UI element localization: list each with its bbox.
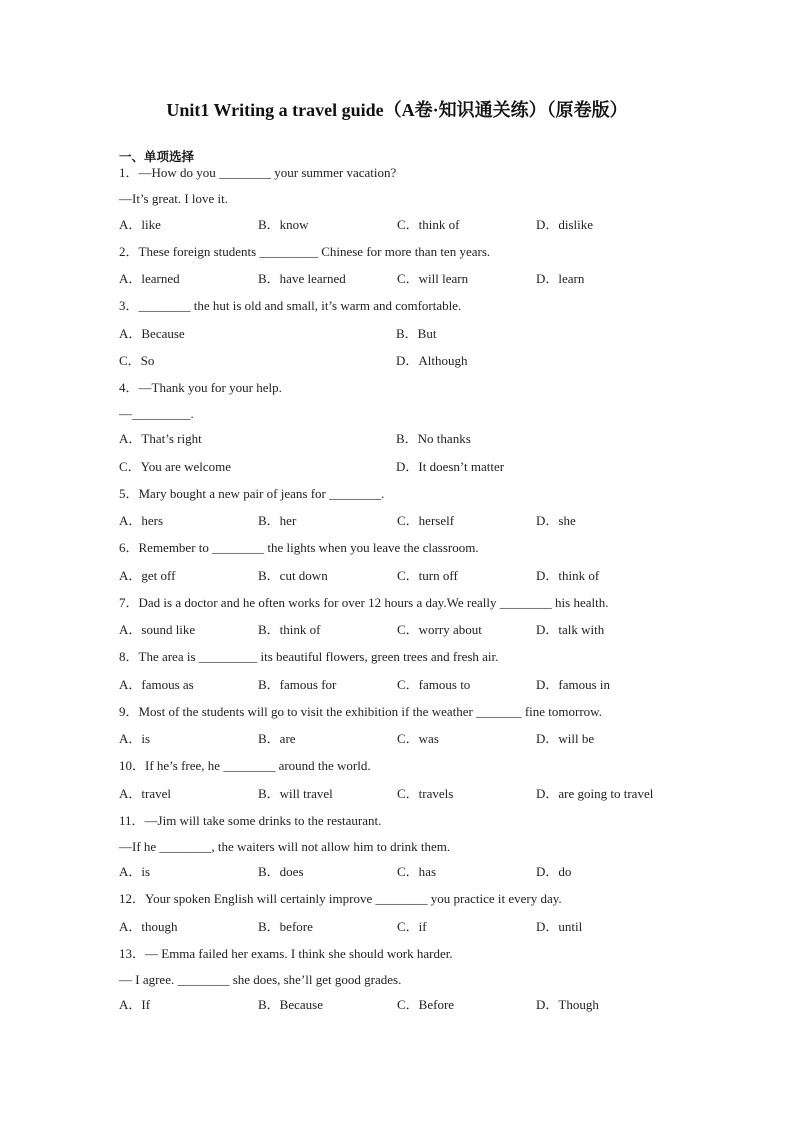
answer-option: D．will be <box>536 731 595 746</box>
question-text: 11．—Jim will take some drinks to the restaurant. <box>119 813 382 828</box>
question-text: 3．________ the hut is old and small, it’s warm and comfortable. <box>119 298 462 313</box>
answer-option: B．are <box>258 731 296 746</box>
question-text: 13．— Emma failed her exams. I think she should work harder. <box>119 946 453 961</box>
answer-option: D．are going to travel <box>536 786 654 801</box>
answer-option: B．her <box>258 513 297 528</box>
answer-option: D．think of <box>536 568 600 583</box>
answer-option: A．That’s right <box>119 431 202 446</box>
answer-option: C．worry about <box>397 622 482 637</box>
answer-option: D．do <box>536 864 572 879</box>
answer-option: B．does <box>258 864 304 879</box>
answer-option: B．before <box>258 919 313 934</box>
question-text: 9．Most of the students will go to visit the exhibition if the weather _______ fine tomorrow. <box>119 704 602 719</box>
question-text: 10．If he’s free, he ________ around the world. <box>119 758 371 773</box>
answer-option: B．But <box>396 326 437 341</box>
question-dialogue-line: — I agree. ________ she does, she’ll get good grades. <box>119 972 402 987</box>
answer-option: C．if <box>397 919 427 934</box>
section-heading: 一、单项选择 <box>119 150 195 164</box>
answer-option: C．Before <box>397 997 455 1012</box>
answer-option: B．know <box>258 217 309 232</box>
answer-option: D．It doesn’t matter <box>396 459 505 474</box>
answer-option: D．she <box>536 513 576 528</box>
question-text: 4．—Thank you for your help. <box>119 380 282 395</box>
answer-option: A．is <box>119 731 151 746</box>
question-text: 2．These foreign students _________ Chinese for more than ten years. <box>119 244 491 259</box>
answer-option: A．sound like <box>119 622 196 637</box>
answer-option: D．talk with <box>536 622 605 637</box>
answer-option: C．So <box>119 353 155 368</box>
answer-option: A．like <box>119 217 161 232</box>
answer-option: D．Though <box>536 997 599 1012</box>
answer-option: C．You are welcome <box>119 459 232 474</box>
answer-option: A．is <box>119 864 151 879</box>
question-text: 1．—How do you ________ your summer vacation? <box>119 165 397 180</box>
answer-option: A．If <box>119 997 151 1012</box>
answer-option: C．turn off <box>397 568 458 583</box>
answer-option: C．has <box>397 864 437 879</box>
answer-option: B．No thanks <box>396 431 471 446</box>
answer-option: A．get off <box>119 568 176 583</box>
answer-option: D．dislike <box>536 217 594 232</box>
page-title: Unit1 Writing a travel guide（A卷·知识通关练）（原卷版） <box>166 100 628 120</box>
answer-option: A．travel <box>119 786 171 801</box>
answer-option: C．travels <box>397 786 454 801</box>
answer-option: A．Because <box>119 326 185 341</box>
answer-option: A．famous as <box>119 677 194 692</box>
answer-option: D．until <box>536 919 583 934</box>
answer-option: D．learn <box>536 271 585 286</box>
answer-option: C．herself <box>397 513 455 528</box>
answer-option: A．learned <box>119 271 180 286</box>
answer-option: D．famous in <box>536 677 611 692</box>
answer-option: B．famous for <box>258 677 337 692</box>
answer-option: A．hers <box>119 513 164 528</box>
answer-option: B．think of <box>258 622 321 637</box>
answer-option: D．Although <box>396 353 468 368</box>
question-text: 12．Your spoken English will certainly improve ________ you practice it every day. <box>119 891 562 906</box>
answer-option: B．have learned <box>258 271 346 286</box>
question-dialogue-line: —It’s great. I love it. <box>119 191 229 206</box>
answer-option: A．though <box>119 919 178 934</box>
question-text: 5．Mary bought a new pair of jeans for ________. <box>119 486 385 501</box>
answer-option: C．famous to <box>397 677 471 692</box>
question-text: 7．Dad is a doctor and he often works for over 12 hours a day.We really ________ his health. <box>119 595 609 610</box>
answer-option: B．Because <box>258 997 323 1012</box>
question-text: 8．The area is _________ its beautiful flowers, green trees and fresh air. <box>119 649 499 664</box>
answer-option: B．will travel <box>258 786 333 801</box>
question-dialogue-line: —If he ________, the waiters will not allow him to drink them. <box>119 839 451 854</box>
answer-option: B．cut down <box>258 568 328 583</box>
answer-option: C．was <box>397 731 439 746</box>
question-dialogue-line: —_________. <box>119 406 194 421</box>
answer-option: C．will learn <box>397 271 469 286</box>
question-text: 6．Remember to ________ the lights when you leave the classroom. <box>119 540 479 555</box>
answer-option: C．think of <box>397 217 460 232</box>
